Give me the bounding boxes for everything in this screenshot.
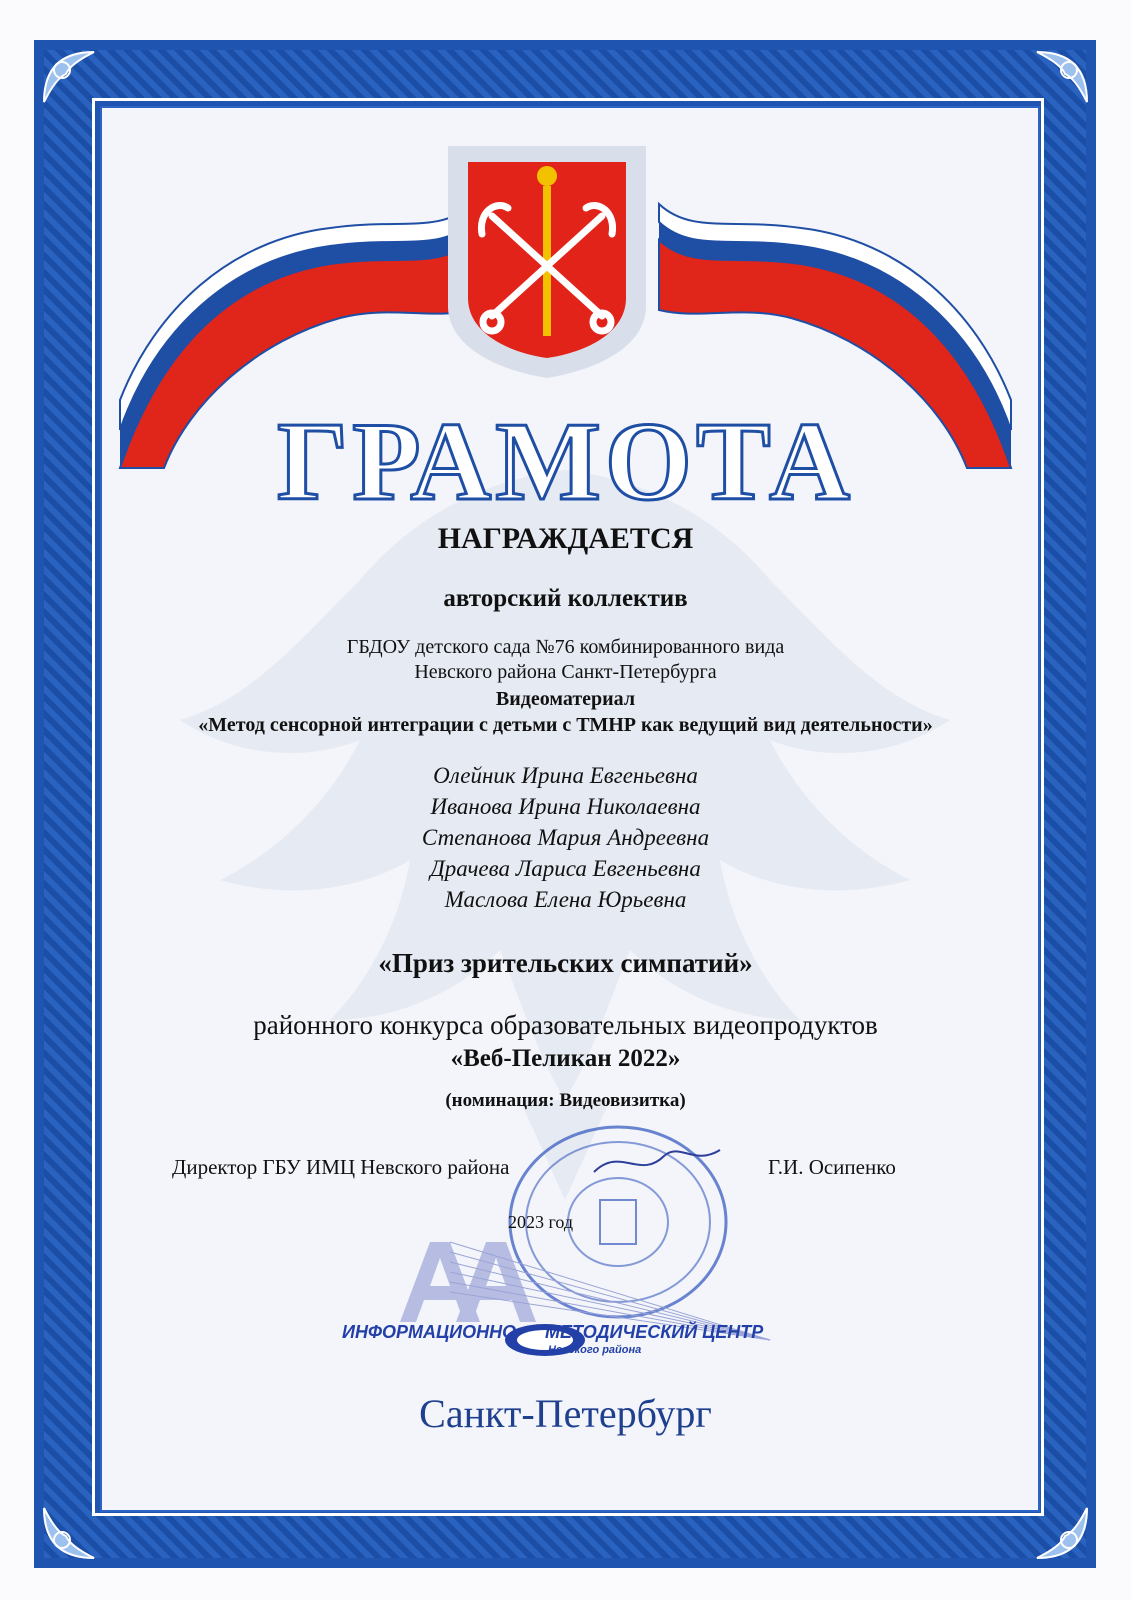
material-type: Видеоматериал bbox=[495, 688, 636, 710]
city-name: Санкт-Петербург bbox=[419, 1391, 712, 1436]
contest-description: районного конкурса образовательных видеопродуктов bbox=[253, 1010, 878, 1040]
st-petersburg-coat-of-arms bbox=[448, 146, 646, 378]
author-name: Степанова Мария Андреевна bbox=[421, 825, 710, 850]
nomination: (номинация: Видеовизитка) bbox=[445, 1090, 686, 1111]
author-name: Иванова Ирина Николаевна bbox=[430, 794, 701, 819]
issue-year: 2023 год bbox=[508, 1212, 574, 1232]
collective-label: авторский коллектив bbox=[443, 585, 688, 612]
logo-text-3: Невского района bbox=[548, 1344, 642, 1356]
awarded-heading: НАГРАЖДАЕТСЯ bbox=[437, 522, 694, 555]
author-name: Драчева Лариса Евгеньевна bbox=[430, 856, 701, 881]
director-signature bbox=[590, 1136, 730, 1186]
author-name: Маслова Елена Юрьевна bbox=[444, 887, 687, 912]
certificate-title: ГРАМОТА bbox=[276, 400, 855, 524]
institution-line-1: ГБДОУ детского сада №76 комбинированного вида bbox=[346, 636, 785, 658]
contest-name: «Веб-Пеликан 2022» bbox=[450, 1045, 681, 1072]
director-title: Директор ГБУ ИМЦ Невского района bbox=[172, 1155, 510, 1179]
prize-title: «Приз зрительских симпатий» bbox=[378, 948, 753, 978]
author-name: Олейник Ирина Евгеньевна bbox=[433, 763, 698, 788]
material-title: «Метод сенсорной интеграции с детьми с ТМНР как ведущий вид деятельности» bbox=[198, 714, 933, 736]
director-name: Г.И. Осипенко bbox=[768, 1155, 896, 1179]
logo-text-1: ИНФОРМАЦИОННО bbox=[342, 1322, 517, 1342]
institution-line-2: Невского района Санкт-Петербурга bbox=[414, 661, 717, 683]
logo-text-2: МЕТОДИЧЕСКИЙ ЦЕНТР bbox=[545, 1322, 764, 1342]
